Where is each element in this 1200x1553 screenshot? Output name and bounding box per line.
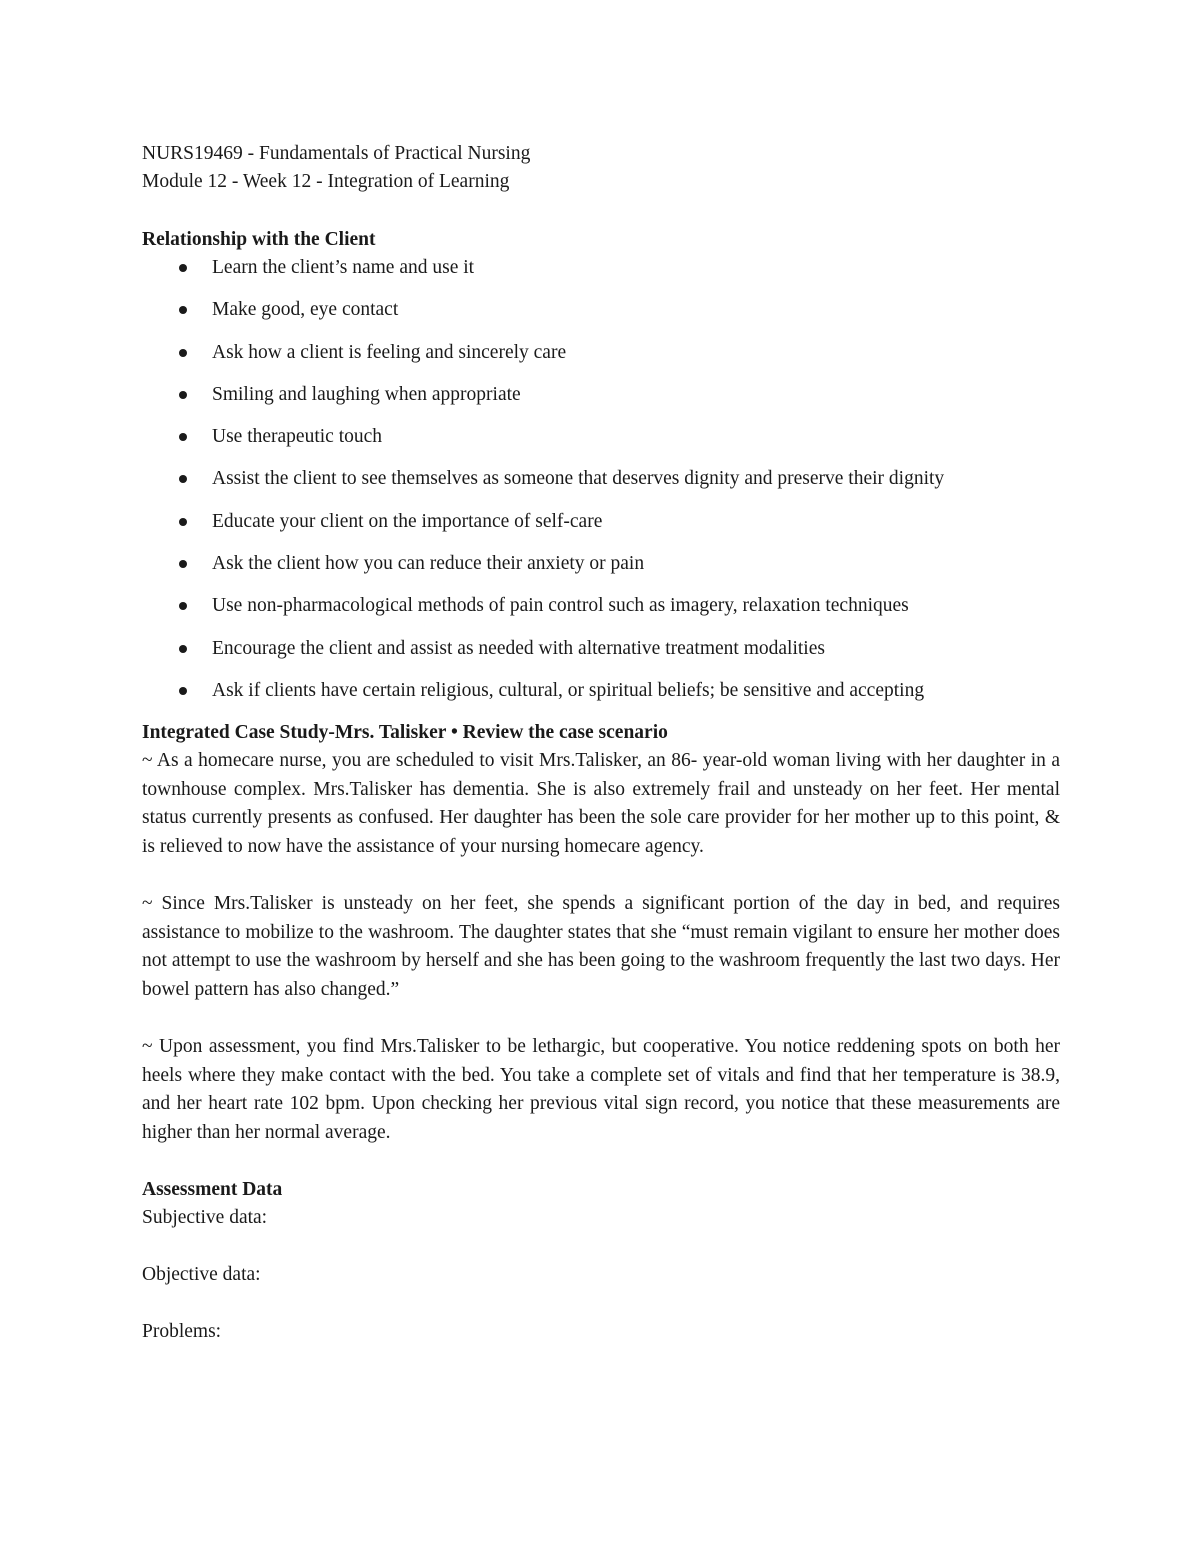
list-item [142, 381, 1060, 423]
document-page [142, 140, 1060, 1346]
spacer [142, 1004, 1060, 1033]
case-paragraph-3: ~ Upon assessment, you find Mrs.Talisker to be lethargic, but cooperative. You notice reddening spots on both her heels where they make contact with the bed. You take a complete set of vitals and find that her temperature is 38.9, and her heart rate 102 bpm. Upon checking her previous vital sign record, you notice that these measurements are higher than her normal average. [142, 1036, 1060, 1143]
list-item-text: Smiling and laughing when appropriate [212, 383, 521, 405]
list-item [142, 465, 1060, 507]
list-item [142, 677, 1060, 719]
list-item-text: Learn the client’s name and use it [212, 257, 475, 278]
spacer [142, 1147, 1060, 1176]
assessment-heading: Assessment Data [142, 1179, 283, 1201]
list-item [142, 339, 1060, 381]
list-item-text: Ask if clients have certain religious, cultural, or spiritual beliefs; be sensitive and accepting [212, 679, 925, 701]
list-item-text: Encourage the client and assist as needed with alternative treatment modalities [212, 637, 825, 659]
list-item [142, 508, 1060, 550]
bullet-icon [179, 645, 187, 653]
objective-data-label: Objective data: [142, 1264, 261, 1286]
spacer [142, 861, 1060, 890]
relationship-heading: Relationship with the Client [142, 229, 376, 250]
bullet-icon [179, 264, 187, 272]
list-item [142, 592, 1060, 634]
list-item-text: Educate your client on the importance of self-care [212, 510, 603, 532]
case-study-heading: Integrated Case Study-Mrs. Talisker • Review the case scenario [142, 722, 668, 744]
list-item-text: Use therapeutic touch [212, 426, 383, 448]
bullet-icon [179, 306, 187, 314]
bullet-icon [179, 602, 187, 610]
bullet-icon [179, 433, 187, 441]
list-item [142, 423, 1060, 465]
spacer [142, 196, 1060, 226]
spacer [142, 1232, 1060, 1261]
bullet-icon [179, 560, 187, 568]
spacer [142, 1289, 1060, 1318]
case-paragraph-2: ~ Since Mrs.Talisker is unsteady on her feet, she spends a significant portion of the day in bed, and requires assistance to mobilize to the washroom. The daughter states that she “must remain vigilant to ensure her mother does not attempt to use the washroom by herself and she has been going to the washroom frequently the last two days. Her bowel pattern has also changed.” [142, 893, 1060, 1000]
list-item [142, 254, 1060, 296]
list-item-text: Use non-pharmacological methods of pain control such as imagery, relaxation techniques [212, 595, 909, 617]
list-item-text: Ask the client how you can reduce their anxiety or pain [212, 553, 645, 575]
case-paragraph-1: ~ As a homecare nurse, you are scheduled to visit Mrs.Talisker, an 86- year-old woman living with her daughter in a townhouse complex. Mrs.Talisker has dementia. She is also extremely frail and unsteady on her feet. Her mental status currently presents as confused. Her daughter has been the sole care provider for her mother up to this point, & is relieved to now have the assistance of your nursing homecare agency. [142, 750, 1060, 857]
bullet-icon [179, 687, 187, 695]
bullet-icon [179, 391, 187, 399]
list-item-text: Assist the client to see themselves as someone that deserves dignity and preserve their dignity [212, 468, 945, 490]
list-item [142, 635, 1060, 677]
list-item [142, 296, 1060, 338]
list-item-text: Make good, eye contact [212, 299, 399, 321]
module-title: Module 12 - Week 12 - Integration of Learning [142, 171, 510, 192]
bullet-icon [179, 475, 187, 483]
relationship-list [142, 254, 1060, 719]
subjective-data-label: Subjective data: [142, 1207, 268, 1229]
problems-label: Problems: [142, 1321, 222, 1343]
course-title: NURS19469 - Fundamentals of Practical Nursing [142, 143, 531, 164]
list-item [142, 550, 1060, 592]
list-item-text: Ask how a client is feeling and sincerely care [212, 341, 567, 363]
bullet-icon [179, 349, 187, 357]
bullet-icon [179, 518, 187, 526]
